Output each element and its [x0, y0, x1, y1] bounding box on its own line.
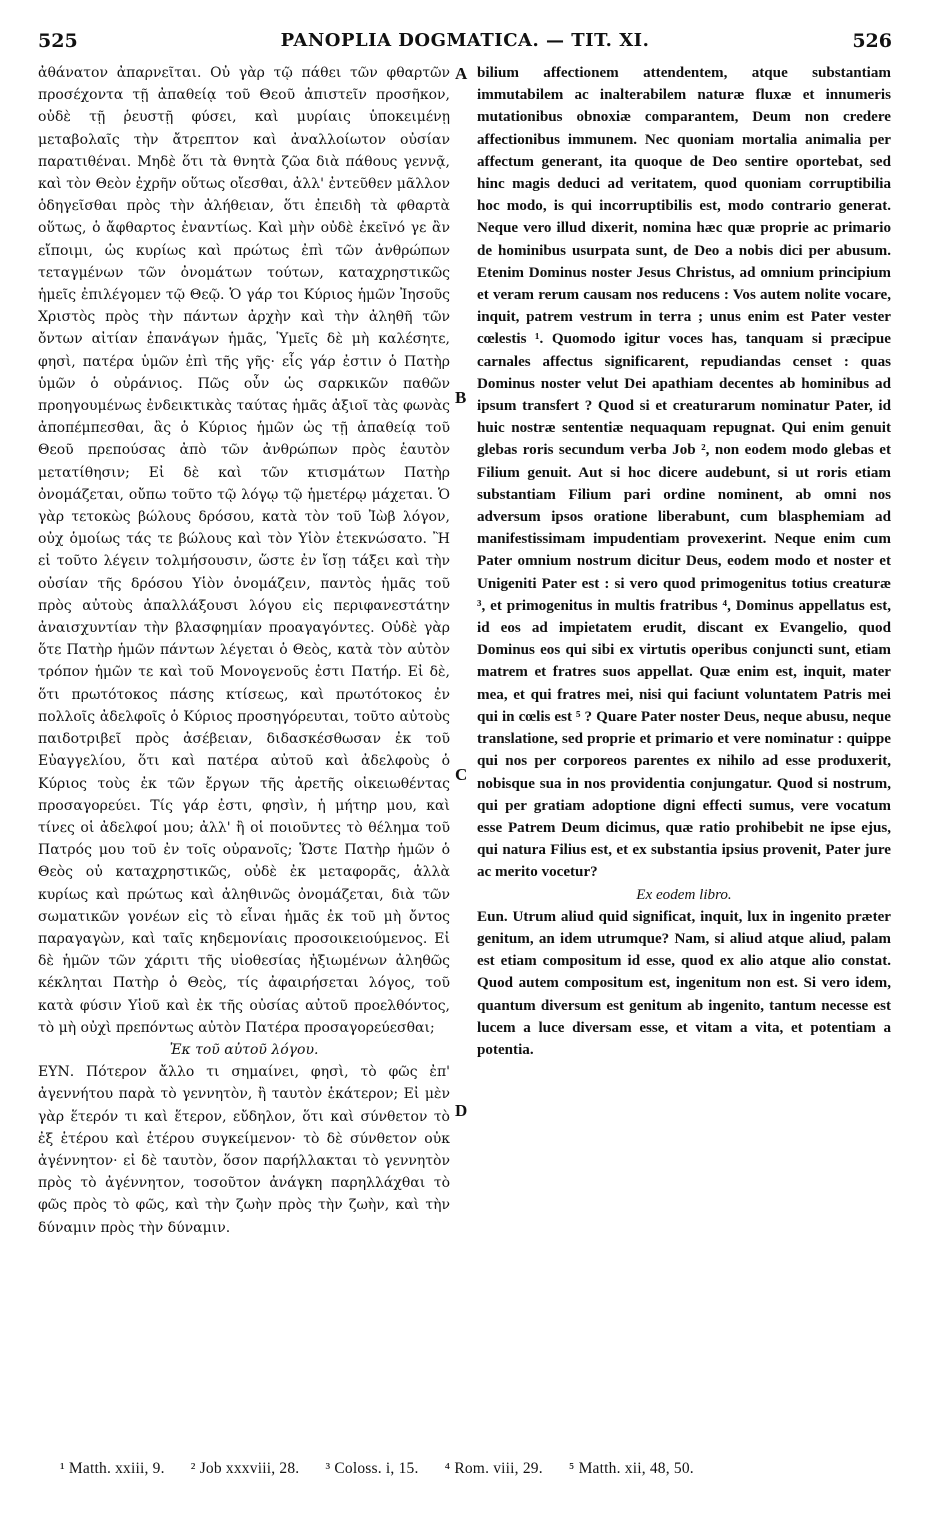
greek-paragraph-1: ἀθάνατον ἀπαρνεῖται. Οὐ γὰρ τῷ πάθει τῶν φθαρτῶν προσέχοντα τῇ ἀπαθείᾳ τοῦ Θεοῦ ἀπιστεῖν προσῆκον, οὐδὲ τῇ ῥευστῇ φύσει, καὶ μυρίαις ὑποκειμένῃ μεταβολαῖς τὴν ἄτρεπτον καὶ ἀναλλοίωτον οὐσίαν παρατιθέναι. Μηδὲ ὅτι τὰ θνητὰ ζῶα διὰ πάθους γεννᾷ, καὶ τὸν Θεὸν ἐχρῆν οὕτως οἴεσθαι, ἀλλ' ἐντεῦθεν μᾶλλον ὁδηγεῖσθαι πρὸς τὴν ἀλήθειαν, ὅτι ἐπειδὴ τὰ φθαρτὰ οὕτως, ὁ ἄφθαρτος ἐναντίως. Καὶ μὴν οὐδὲ ἐκεῖνό γε ἂν εἴποιμι, ὡς κυρίως καὶ πρώτως ἐπὶ τῶν ἀνθρώπων τεταγμένων τῶν ὀνομάτων τούτων, καταχρηστικῶς ἡμεῖς ἐπιλέγομεν τῷ Θεῷ. Ὁ γάρ τοι Κύριος ἡμῶν Ἰησοῦς Χριστὸς πρὸς τὴν πάντων ἀρχὴν καὶ τὴν ἀληθῆ τῶν ὄντων αἰτίαν ἐπανάγων ἡμᾶς, Ὑμεῖς δὲ μὴ καλέσητε, φησὶ, πατέρα ὑμῶν ἐπὶ τῆς γῆς· εἷς γάρ ἐστιν ὁ Πατὴρ ὑμῶν ὁ οὐράνιος. Πῶς οὖν ὡς σαρκικῶν παθῶν προηγουμένως ἐνδεικτικὰς ταύτας ἡμᾶς ἀξιοῖ τὰς φωνὰς ἀποπέμπεσθαι, ἃς ὁ Κύριος ἡμῶν ὡς τῇ ἀπαθείᾳ τοῦ Θεοῦ πρεπούσας ἀπὸ τῶν ἀνθρώπων πρὸς ἑαυτὸν μετατίθησιν; Εἰ δὲ καὶ τῶν κτισμάτων Πατὴρ ὀνομάζεται, οὔπω τοῦτο τῷ λόγῳ τῷ ἡμετέρῳ μάχεται. Ὁ γὰρ τετοκὼς βώλους δρόσου, κατὰ τὸν τοῦ Ἰὼβ λόγον, οὐχ ὁμοίως τάς τε βώλους καὶ τὸν Υἱὸν ἐτεκνώσατο. Ἢ εἰ τοῦτο λέγειν τολμήσουσιν, ὥστε ἐν ἴσῃ τάξει καὶ τὴν οὐσίαν τῆς δρόσου Υἱὸν ὀνομάζειν, παντὸς ἡμᾶς τοῦ πρὸς αὐτοὺς ἀπαλλάξουσι λόγου εἰς περιφανεστάτην ἀναισχυντίαν τὴν βλασφημίαν προαγαγόντες. Οὐδὲ γὰρ ὅτε Πατὴρ ἡμῶν πάντων λέγεται ὁ Θεὸς, κατὰ τὸν αὐτὸν τρόπον ἡμῶν τε καὶ τοῦ Μονογενοῦς ἐστι Πατήρ. Εἰ δὲ, ὅτι πρωτότοκος πάσης κτίσεως, καὶ πρωτότοκος ἐν πολλοῖς ἀδελφοῖς ὁ Κύριος προσηγόρευται, τοῦτο αὐτοὺς παιδοτριβεῖ πρὸς ἀσέβειαν, διδασκέσθωσαν ἐκ τοῦ Εὐαγγελίου, ὅτι καὶ πατέρα αὐτοῦ καὶ ἀδελφοὺς ὁ Κύριος τοὺς ἐκ τῶν ἔργων τῆς ἀρετῆς οἰκειωθέντας προσαγορεύει. Τίς γάρ ἐστι, φησὶν, ἡ μήτηρ μου, καὶ τίνες οἱ ἀδελφοί μου; ἀλλ' ἢ οἱ ποιοῦντες τὸ θέλημα τοῦ Πατρός μου τοῦ ἐν τοῖς οὐρανοῖς; Ὥστε Πατὴρ ἡμῶν ὁ Θεὸς οὐ καταχρηστικῶς, οὐδὲ ἐκ μεταφορᾶς, ἀλλὰ κυρίως καὶ πρώτως καὶ ἀληθινῶς ὀνομάζεται, διὰ τῶν σωματικῶν γονέων εἰς τὸ εἶναι ἡμᾶς ἐκ τοῦ μὴ ὄντος παραγαγὼν, καὶ ταῖς κηδεμονίαις προσοικειούμενος. Εἰ δὲ ἡμῶν τῶν χάριτι τῆς υἱοθεσίας ἠξιωμένων ἀληθῶς κέκληται Πατὴρ ὁ Θεὸς, τίς ἀφαιρήσεται λόγος, τοῦ κατὰ φύσιν Υἱοῦ καὶ ἐκ τῆς οὐσίας αὐτοῦ προελθόντος, τὸ μὴ οὐχὶ πρεπόντως αὐτὸν Πατέρα προσαγορεύεσθαι;	[38, 65, 450, 1036]
footnote-4: ⁴ Rom. viii, 29.	[444, 1460, 543, 1477]
footnote-2: ² Job xxxviii, 28.	[190, 1460, 300, 1477]
greek-section-title: Ἐκ τοῦ αὐτοῦ λόγου.	[169, 1041, 319, 1058]
footnotes	[60, 1460, 890, 1478]
page-header	[38, 30, 892, 56]
running-title: PANOPLIA DOGMATICA. — TIT. XI.	[280, 30, 650, 51]
footnote-5: ⁵ Matth. xii, 48, 50.	[568, 1460, 694, 1477]
greek-paragraph-2: ΕΥΝ. Πότερον ἄλλο τι σημαίνει, φησὶ, τὸ φῶς ἐπ' ἀγεννήτου παρὰ τὸ γεννητὸν, ἢ ταυτὸν ἑκάτερον; Εἰ μὲν γὰρ ἕτερόν τι καὶ ἕτερον, εὔδηλον, ὅτι καὶ σύνθετον τὸ ἐξ ἑτέρου καὶ ἑτέρου συγκείμενον· τὸ δὲ σύνθετον οὐκ ἀγέννητον· εἰ δὲ ταυτὸν, ὅσον παρήλλακται τὸ γεννητὸν πρὸς τὸ ἀγέννητον, τοσοῦτον ἀνάγκη παρηλλάχθαι τὸ φῶς πρὸς τὸ φῶς, καὶ τὴν ζωὴν πρὸς τὴν ζωὴν, καὶ τὴν δύναμιν πρὸς τὴν δύναμιν.	[38, 1064, 450, 1236]
latin-section-title: Ex eodem libro.	[636, 886, 732, 903]
footnote-1: ¹ Matth. xxiii, 9.	[60, 1460, 165, 1477]
page-number-left: 525	[38, 30, 78, 52]
latin-paragraph-2: Eun. Utrum aliud quid significat, inquit, lux in ingenito præter genitum, an idem utrumque? Nam, si aliud atque aliud, palam est etiam compositum id esse, quod ex alio atque alio constat. Quod autem compositum est, ingenitum non est. Si vero idem, quantum diversum est genitum ab ingenito, tantum necesse est lucem a luce diversam esse, et vitam a vita, et potentiam a potentia.	[477, 908, 891, 1058]
margin-marker-d: D	[455, 1101, 468, 1120]
margin-marker-b: B	[455, 388, 467, 407]
latin-paragraph-1: bilium affectionem attendentem, atque substantiam immutabilem ac inalterabilem naturæ fluxæ et innumeris mutationibus obnoxiæ comparantem, Deum non credere affectionibus immunem. Nec quoniam mortalia animalia per affectum generant, ita quoque de Deo sentire oportebat, sed hinc magis deduci ad veritatem, quod quoniam corruptibilia hoc modo, is qui incorruptibilis est, modo contrario generat. Neque vero illud dixerit, nomina hæc quæ proprie ac primario de hominibus usurpata sunt, de Deo a nobis dici per abusum. Etenim Dominus noster Jesus Christus, ad omnium principium et veram rerum causam nos reducens : Vos autem nolite vocare, inquit, patrem vestrum in terra ; unus enim est Pater vester cœlestis ¹. Quomodo igitur voces has, tanquam si præcipue carnales affectus significarent, repudiandas censet : quas Dominus noster velut Dei apathiam decentes ab hominibus ad ipsum transfert ? Quod si et creaturarum nominatur Pater, id huic nostræ sententiæ nequaquam repugnat. Qui enim genuit glebas roris secundum verba Job ², non eodem modo glebas et Filium genuit. Aut si hoc dicere audebunt, si ut roris etiam substantiam Filium pari ordine nominent, ab omni nos adversum ipsos oratione liberabunt, cum blasphemiam ad manifestissimam impudentiam provexerint. Neque enim cum Pater omnium nostrum dicitur Deus, eodem modo et noster et Unigeniti Pater est : si vero quod primogenitus totius creaturæ ³, et primogenitus in multis fratribus ⁴, Dominus appellatus est, id eos ad impietatem erudit, discant ex Evangelio, quod Dominus eos qui sibi ex virtutis operibus conjuncti sunt, etiam matrem et fratres suos appellat. Quæ enim est, inquit, mater mea, et qui fratres mei, nisi qui faciunt voluntatem Patris mei qui in cœlis est ⁵ ? Quare Pater noster Deus, neque abusu, neque translatione, sed proprie et primario et vere nominatur : quippe qui nos per corporeos parentes ex nihilo ad esse produxerit, nobisque sua in nos providentia conjungatur. Quod si nostrum, qui per gratiam adoptione digni effecti sumus, vere vocatum esse Patrem Deum dicimus, quæ ratio prohibebit ne ipse ejus, qui natura Filius est, et ex substantia ipsius provenit, Pater jure ac merito vocetur?	[477, 65, 891, 881]
greek-column	[38, 62, 450, 1239]
latin-column	[477, 62, 891, 1061]
margin-marker-c: C	[455, 765, 468, 784]
page-number-right: 526	[852, 30, 892, 52]
footnote-3: ³ Coloss. i, 15.	[325, 1460, 419, 1477]
margin-marker-a: A	[455, 64, 468, 83]
